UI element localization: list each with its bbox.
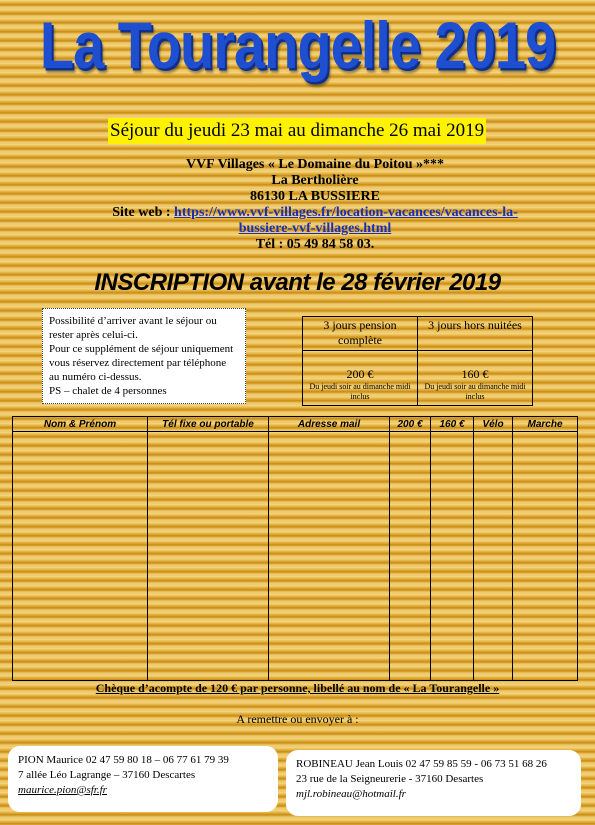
deposit-cheque-note: Chèque d’acompte de 120 € par personne, libellé au nom de « La Tourangelle » [95, 681, 500, 695]
venue-phone: Tél : 05 49 84 58 03. [255, 237, 375, 252]
column-header: 200 € [390, 417, 431, 432]
venue-block [100, 157, 530, 253]
send-to-label: A remettre ou envoyer à : [236, 712, 359, 726]
contact-card-robineau [286, 750, 581, 816]
column-header: Tél fixe ou portable [148, 417, 269, 432]
contact-name-phone: PION Maurice 02 47 59 80 18 – 06 77 61 79 39 [18, 754, 229, 766]
page-title: La Tourangelle 2019 [39, 8, 556, 83]
note-line: Possibilité d’arriver avant le séjour ou rester après celui-ci. [49, 315, 217, 341]
price-detail: Du jeudi soir au dimanche midi inclus [424, 382, 526, 401]
inscription-deadline: INSCRIPTION avant le 28 février 2019 [94, 269, 501, 296]
registration-table [12, 416, 578, 681]
contact-address: 23 rue de la Seigneurerie - 37160 Desartes [296, 773, 484, 785]
venue-website [100, 205, 530, 237]
contact-card-pion [8, 746, 278, 812]
price-table [302, 316, 533, 406]
entry-cell-160[interactable] [431, 432, 474, 681]
entry-cell-email[interactable] [269, 432, 390, 681]
price-amount: 160 € [461, 367, 489, 381]
entry-cell-name[interactable] [13, 432, 148, 681]
column-header: Vélo [474, 417, 513, 432]
contact-email[interactable]: maurice.pion@sfr.fr [18, 784, 107, 796]
price-amount: 200 € [346, 367, 374, 381]
column-header: Nom & Prénom [13, 417, 148, 432]
entry-cell-200[interactable] [390, 432, 431, 681]
note-line: PS – chalet de 4 personnes [49, 385, 167, 397]
venue-city: 86130 LA BUSSIERE [250, 189, 380, 204]
price-cell [303, 351, 418, 406]
price-cell [418, 351, 533, 406]
stay-dates: Séjour du jeudi 23 mai au dimanche 26 mai 2019 [108, 118, 486, 144]
column-header: Marche [513, 417, 578, 432]
price-label: 3 jours pension complète [303, 317, 418, 351]
contact-address: 7 allée Léo Lagrange – 37160 Descartes [18, 769, 196, 781]
entry-cell-velo[interactable] [474, 432, 513, 681]
venue-name: VVF Villages « Le Domaine du Poitou »*** [185, 157, 445, 172]
venue-place: La Bertholière [271, 173, 359, 188]
price-detail: Du jeudi soir au dimanche midi inclus [309, 382, 411, 401]
website-link[interactable]: https://www.vvf-villages.fr/location-vacances/vacances-la-bussiere-vvf-villages.html [174, 205, 518, 236]
column-header: 160 € [431, 417, 474, 432]
entry-cell-phone[interactable] [148, 432, 269, 681]
column-header: Adresse mail [269, 417, 390, 432]
info-note-box [42, 308, 246, 404]
website-label: Site web : [112, 205, 175, 220]
contact-name-phone: ROBINEAU Jean Louis 02 47 59 85 59 - 06 73 51 68 26 [296, 758, 547, 770]
contact-email[interactable]: mjl.robineau@hotmail.fr [296, 788, 406, 800]
price-label: 3 jours hors nuitées [418, 317, 533, 351]
entry-cell-marche[interactable] [513, 432, 578, 681]
note-line: Pour ce supplément de séjour uniquement vous réservez directement par téléphone au numéro ci-dessus. [49, 343, 234, 383]
